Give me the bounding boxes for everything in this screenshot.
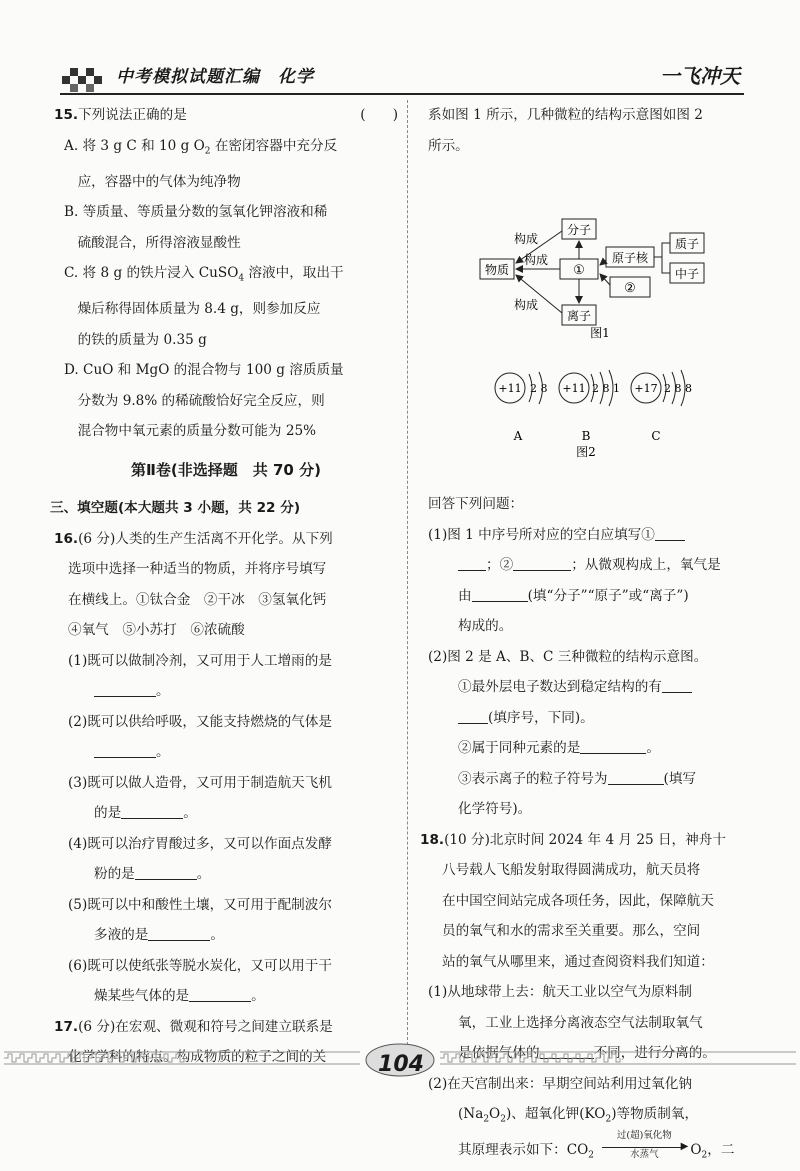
q17-sub2-i-cont: (填序号，下同)。 [428,703,754,734]
header-rule [60,93,744,95]
answer-blank[interactable] [189,983,251,1002]
label-goucheng-3: 构成 [514,298,539,312]
option-c: C. 将 8 g 的铁片浸入 CuSO$_4$ 溶液中，取出干 [64,265,344,284]
label-zhongzi: 中子 [674,267,700,281]
q16-line2: 选项中选择一种适当的物质，并将序号填写 [68,561,327,578]
q16-sub3: (3)既可以做人造骨，又可用于制造航天飞机 [68,774,332,791]
answer-blank[interactable] [458,705,488,724]
atom-a-charge: +11 [498,381,522,395]
label-blank-2: ② [624,281,636,296]
arrow-head-icon: ▶ [680,1141,689,1153]
q17-line3: 系如图 1 所示，几种微粒的结构示意图如图 2 [428,107,703,123]
option-a-cont: 应，容器中的气体为纯净物 [77,173,241,190]
option-b-cont: 硫酸混合，所得溶液显酸性 [77,234,241,251]
section-3-title: 三、填空题(本大题共 3 小题，共 22 分) [50,500,301,517]
book-title: 中考模拟试题汇编 化学 [116,67,314,87]
answer-paren: ( ) [360,107,398,123]
arrow-yuanzihe-blank1 [600,260,606,265]
q16-sub4-answer: 粉的是 。 [54,859,398,890]
atom-b-charge: +11 [562,381,586,395]
atom-a-label: A [513,428,523,443]
question-18-stem: 18.(10 分)北京时间 2024 年 4 月 25 日，神舟十 [420,831,726,848]
q18-line3: 在中国空间站完成各项任务，因此，保障航天 [442,892,714,909]
answer-blank[interactable] [580,735,646,754]
label-goucheng-1: 构成 [514,232,539,246]
atom-a-shells: 2 8 [530,381,548,395]
q17-sub2-iii-cont: 化学符号)。 [458,801,532,817]
q17-sub2-ii: ②属于同种元素的是 。 [428,733,754,764]
option-a: A. 将 3 g C 和 10 g $O_2$ 在密闭容器中充分反 [64,137,338,157]
q16-line3: 在横线上。①钛合金 ②干冰 ③氢氧化钙 [68,591,327,608]
label-zhizi: 质子 [674,237,700,251]
option-d-cont2: 混合物中氧元素的质量分数可能为 25% [77,423,317,440]
answer-blank[interactable] [655,522,685,541]
right-column [420,100,754,1171]
q18-sub1: (1)从地球带上去：航天工业以空气为原料制 [428,984,692,1000]
answer-blank[interactable] [121,800,183,819]
option-d-cont: 分数为 9.8% 的稀硫酸恰好完全反应，则 [77,392,325,409]
label-wuzhi: 物质 [484,263,510,277]
answer-blank[interactable] [135,861,197,880]
figure-1-caption: 图1 [590,326,610,340]
answer-blank[interactable] [662,674,692,693]
page-header [0,0,800,104]
arrow-line [602,1147,684,1148]
q16-line4: ④氧气 ⑤小苏打 ⑥浓硫酸 [68,622,245,639]
checker-logo-icon [62,62,106,92]
q17-sub2: (2)图 2 是 A、B、C 三种微粒的结构示意图。 [428,648,708,665]
q16-sub1: (1)既可以做制冷剂，又可用于人工增雨的是 [68,652,332,669]
question-16-stem: 16.(6 分)人类的生产生活离不开化学。从下列 [54,530,333,547]
q16-sub5-answer: 多液的是 。 [54,920,398,951]
brand-name: 一飞冲天 [660,64,740,88]
column-divider [407,100,408,1045]
q18-line5: 站的氧气从哪里来，通过查阅资料我们知道： [442,953,714,970]
q18-line4: 员的氧气和水的需求至关重要。那么，空间 [442,923,701,939]
label-lizi: 离子 [566,309,592,323]
q18-sub2-equation: 其原理表示如下：$CO_2$ 过(超)氧化物 ▶ 水蒸气 $O_2$，二 [458,1130,735,1161]
figure-2-diagram [428,368,754,478]
option-c-cont2: 的铁的质量为 0.35 g [77,331,207,348]
q17-sub2-i: ①最外层电子数达到稳定结构的有 [428,672,754,703]
q18-sub2-cont: $(Na_2O_2)$、超氧化钾$(KO_2)$等物质制氧， [458,1106,699,1125]
q18-sub1-cont2: 是依据气体的 不同，进行分离的。 [428,1038,754,1069]
q16-sub3-answer: 的是 。 [54,798,398,829]
figure-1-diagram [428,161,754,366]
q16-sub1-answer: 。 [54,676,398,707]
questions-intro: 回答下列问题： [428,496,524,512]
arrow-top-label: 过(超)氧化物 [616,1130,672,1142]
figure-2-caption: 图2 [576,444,596,459]
label-fenzi: 分子 [566,223,592,237]
q16-sub6-answer: 燥某些气体的是 。 [54,981,398,1012]
atom-c-charge: +17 [634,381,658,395]
answer-blank[interactable] [472,583,528,602]
q18-line2: 八号载人飞船发射取得圆满成功，航天员将 [442,862,701,878]
q17-sub1-cont2: 由 (填“分子”“原子”或“离子”) [428,581,754,612]
answer-blank[interactable] [513,552,571,571]
arrow-blank2-blank1 [600,274,610,285]
part-2-title: 第Ⅱ卷(非选择题 共 70 分) [131,460,321,479]
answer-blank[interactable] [94,739,156,758]
q16-sub2: (2)既可以供给呼吸，又能支持燃烧的气体是 [68,713,332,730]
q18-sub1-cont: 氧，工业上选择分离液态空气法制取氧气 [458,1014,703,1031]
bracket-nucleus [654,243,670,257]
q17-sub1-cont: ；② ；从微观构成上，氧气是 [428,550,754,581]
arrow-bottom-label: 水蒸气 [630,1149,659,1161]
q16-sub2-answer: 。 [54,737,398,768]
q17-line2: 化学学科的特点。构成物质的粒子之间的关 [68,1049,327,1066]
label-goucheng-2: 构成 [524,253,549,267]
answer-blank[interactable] [458,552,486,571]
answer-blank[interactable] [94,678,156,697]
question-17-stem: 17.(6 分)在宏观、微观和符号之间建立联系是 [54,1018,333,1035]
answer-blank[interactable] [148,922,210,941]
bracket-nucleus-2 [662,257,670,273]
q16-sub4: (4)既可以治疗胃酸过多，又可以作面点发酵 [68,835,332,852]
q18-sub2: (2)在天宫制出来：早期空间站利用过氧化钠 [428,1075,692,1092]
atom-c-shells: 2 8 8 [664,381,692,395]
page-number: 104 [378,1052,424,1077]
q17-line4: 所示。 [428,137,469,154]
left-column [50,100,398,1073]
question-15-stem: 15.下列说法正确的是 ( ) [54,100,398,131]
option-c-cont: 燥后称得固体质量为 8.4 g，则参加反应 [77,301,321,318]
atom-b-label: B [581,428,591,443]
q17-sub2-iii: ③表示离子的粒子符号为 (填写 [428,764,754,795]
option-b: B. 等质量、等质量分数的氢氧化钾溶液和稀 [64,204,328,221]
answer-blank[interactable] [608,766,664,785]
q17-sub1: (1)图 1 中序号所对应的空白应填写① [428,520,754,551]
atom-c-label: C [651,428,661,443]
label-blank-1: ① [573,263,585,278]
q17-sub1-cont3: 构成的。 [458,618,513,634]
atom-b-shells: 2 8 1 [592,381,620,395]
label-yuanzihe: 原子核 [611,251,649,265]
q16-sub5: (5)既可以中和酸性土壤，又可用于配制波尔 [68,896,332,913]
option-d: D. CuO 和 MgO 的混合物与 100 g 溶质质量 [64,362,344,379]
q16-sub6: (6)既可以使纸张等脱水炭化，又可以用于干 [68,957,332,974]
